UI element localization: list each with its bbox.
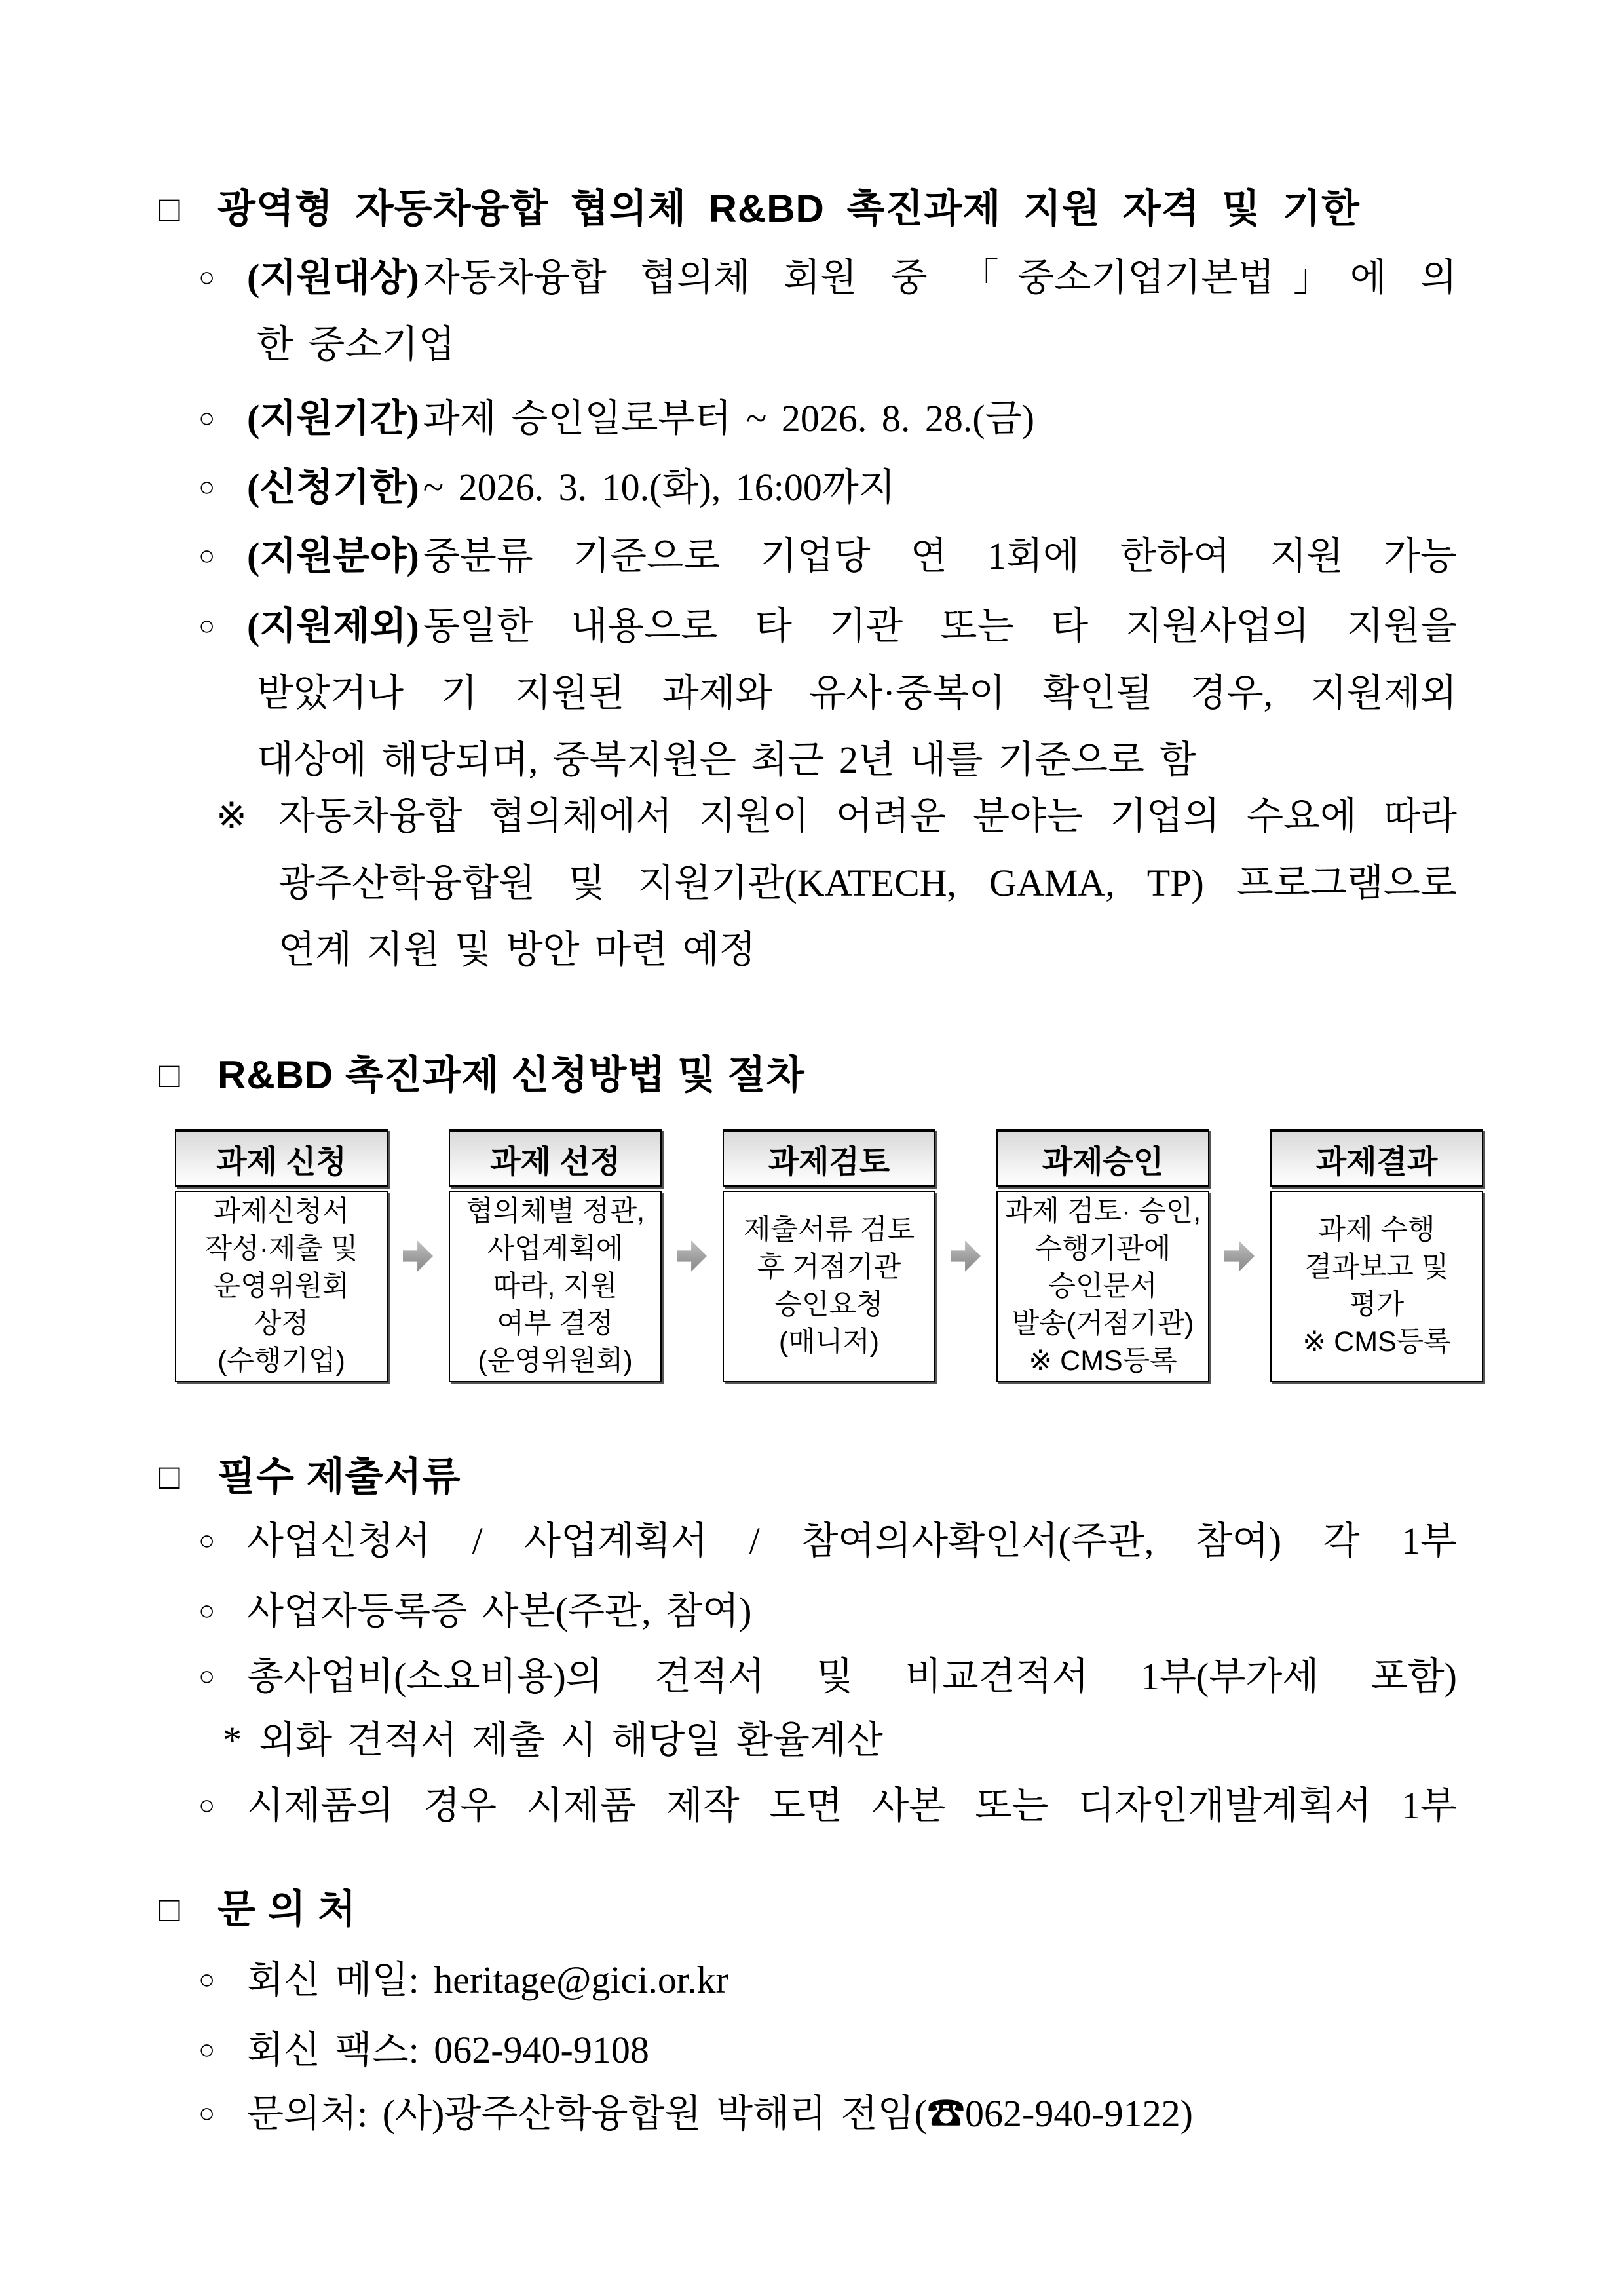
process-flow-diagram: [175, 1129, 1483, 1382]
flow-step-line: (수행기업): [217, 1345, 345, 1377]
flow-step-application: [175, 1129, 388, 1382]
list-item-line: 외화 견적서 제출 시 해당일 환율계산: [259, 1719, 883, 1761]
flow-step-body: [1270, 1191, 1483, 1382]
flow-step-selection: [449, 1129, 662, 1382]
list-item-application-deadline: [198, 454, 1457, 521]
flow-step-body: [996, 1191, 1209, 1382]
bullet-label: (지원기간): [247, 397, 419, 440]
flow-step-line: 제출서류 검토: [743, 1214, 915, 1246]
reference-mark-icon: ※: [216, 796, 247, 837]
list-item-line: [247, 523, 1457, 590]
bullet-text: 중분류 기준으로 기업당 연 1회에 한하여 지원 가능: [423, 535, 1457, 577]
list-item-support-period: [198, 385, 1457, 452]
square-bullet-icon: □: [159, 1056, 181, 1095]
flow-step-line: 과제 수행: [1318, 1214, 1435, 1246]
list-item-line: 대상에 해당되며, 중복지원은 최근 2년 내를 기준으로 함: [257, 738, 1196, 781]
contact-email-text: 회신 메일: heritage@gici.or.kr: [247, 1959, 728, 2001]
section-title-procedure: [159, 1052, 805, 1099]
flow-step-line: ※ CMS등록: [1302, 1326, 1451, 1358]
section-title-text: 문 의 처: [217, 1887, 357, 1931]
list-item-line: 받았거나 기 지원된 과제와 유사·중복이 확인될 경우, 지원제외: [257, 672, 1457, 714]
flow-step-line: 발송(거점기관): [1011, 1307, 1194, 1339]
square-bullet-icon: □: [159, 1890, 181, 1929]
bullet-text: 자동차융합 협의체 회원 중 「중소기업기본법」에 의: [423, 256, 1457, 299]
circle-bullet-icon: ○: [198, 1965, 216, 1995]
list-item-line: 광주산학융합원 및 지원기관(KATECH, GAMA, TP) 프로그램으로: [278, 862, 1457, 904]
list-item-support-exclusion: [198, 593, 1457, 794]
list-item-line: 연계 지원 및 방안 마련 예정: [278, 928, 756, 971]
flow-step-header: 과제검토: [723, 1129, 935, 1187]
section-title-required-documents: [159, 1453, 461, 1501]
bullet-text: 동일한 내용으로 타 기관 또는 타 지원사업의 지원을: [423, 605, 1457, 647]
bullet-text: ~ 2026. 3. 10.(화), 16:00까지: [423, 466, 896, 508]
flow-step-line: 결과보고 및: [1304, 1252, 1449, 1283]
list-item-line: [247, 454, 1457, 521]
section-title-eligibility: [159, 185, 1360, 233]
flow-step-body: [723, 1191, 935, 1382]
flow-step-body: [175, 1191, 388, 1382]
list-item-foreign-currency-note: [223, 1707, 1457, 1774]
flow-step-line: (매니저): [778, 1326, 880, 1358]
circle-bullet-icon: ○: [198, 541, 216, 571]
flow-step-line: 상정: [254, 1307, 309, 1339]
bullet-label: (신청기한): [247, 466, 419, 508]
list-item-line: [247, 385, 1457, 452]
flow-step-body: [449, 1191, 662, 1382]
flow-step-line: 따라, 지원: [493, 1270, 618, 1302]
list-item-support-field: [198, 523, 1457, 590]
flow-step-line: 과제신청서: [213, 1195, 350, 1227]
flow-step-line: 과제 검토· 승인,: [1004, 1195, 1201, 1227]
circle-bullet-icon: ○: [198, 404, 216, 434]
circle-bullet-icon: ○: [198, 1662, 216, 1692]
flow-step-line: 수행기관에: [1034, 1233, 1171, 1265]
flow-step-line: 협의체별 정관,: [465, 1195, 645, 1227]
list-item-contact-person: [198, 2080, 1457, 2147]
list-item-line: 사업자등록증 사본(주관, 참여): [247, 1590, 752, 1632]
list-item-line: 총사업비(소요비용)의 견적서 및 비교견적서 1부(부가세 포함): [247, 1655, 1457, 1698]
list-item-business-registration: [198, 1578, 1457, 1645]
flow-step-line: 후 거점기관: [757, 1252, 901, 1283]
flow-step-line: ※ CMS등록: [1029, 1345, 1177, 1377]
list-item-line: 사업신청서 / 사업계획서 / 참여의사확인서(주관, 참여) 각 1부: [247, 1520, 1457, 1562]
flow-step-result: [1270, 1129, 1483, 1382]
flow-step-header: 과제결과: [1270, 1129, 1483, 1187]
square-bullet-icon: □: [159, 1457, 181, 1497]
flow-step-line: 사업계획에: [487, 1233, 624, 1265]
circle-bullet-icon: ○: [198, 2099, 216, 2129]
list-item-reply-email: [198, 1947, 1457, 2014]
circle-bullet-icon: ○: [198, 1791, 216, 1821]
flow-step-header: 과제 신청: [175, 1129, 388, 1187]
list-item-reply-fax: [198, 2017, 1457, 2084]
flow-step-approval: [996, 1129, 1209, 1382]
circle-bullet-icon: ○: [198, 1526, 216, 1556]
bullet-label: (지원분야): [247, 535, 419, 577]
flow-step-line: 평가: [1349, 1289, 1405, 1320]
list-item-prototype-drawing: [198, 1772, 1457, 1839]
list-item-support-target: [198, 244, 1457, 378]
contact-fax-text: 회신 팩스: 062-940-9108: [247, 2029, 649, 2071]
square-bullet-icon: □: [159, 189, 181, 229]
bullet-text: 과제 승인일로부터 ~ 2026. 8. 28.(금): [423, 397, 1035, 440]
flow-step-line: (운영위원회): [478, 1345, 633, 1377]
list-item-line: 한 중소기업: [257, 323, 455, 366]
flow-step-line: 운영위원회: [213, 1270, 350, 1302]
flow-step-line: 승인요청: [774, 1289, 884, 1320]
list-item-cost-estimate: [198, 1643, 1457, 1710]
contact-person-text: 문의처: (사)광주산학융합원 박해리 전임(☎062-940-9122): [247, 2092, 1193, 2135]
flow-step-line: 여부 결정: [497, 1307, 614, 1339]
circle-bullet-icon: ○: [198, 472, 216, 503]
list-item-application-forms: [198, 1508, 1457, 1575]
list-item-line: [247, 244, 1457, 311]
circle-bullet-icon: ○: [198, 263, 216, 293]
flow-step-header: 과제승인: [996, 1129, 1209, 1187]
flow-step-line: 승인문서: [1048, 1270, 1158, 1302]
list-item-line: 자동차융합 협의체에서 지원이 어려운 분야는 기업의 수요에 따라: [278, 795, 1457, 837]
section-title-text: 광역형 자동차융합 협의체 R&BD 촉진과제 지원 자격 및 기한: [217, 187, 1360, 231]
list-item-line: [247, 593, 1457, 660]
list-item-line: 시제품의 경우 시제품 제작 도면 사본 또는 디자인개발계획서 1부: [247, 1784, 1457, 1827]
circle-bullet-icon: ○: [198, 611, 216, 641]
section-title-text: R&BD 촉진과제 신청방법 및 절차: [217, 1053, 805, 1097]
bullet-label: (지원대상): [247, 256, 419, 299]
bullet-label: (지원제외): [247, 605, 419, 647]
circle-bullet-icon: ○: [198, 1596, 216, 1626]
section-title-text: 필수 제출서류: [217, 1455, 461, 1499]
section-title-contact: [159, 1886, 356, 1933]
flow-step-header: 과제 선정: [449, 1129, 662, 1187]
asterisk-bullet-icon: *: [223, 1719, 242, 1761]
flow-step-line: 작성·제출 및: [204, 1233, 358, 1265]
flow-step-review: [723, 1129, 935, 1382]
list-item-reference-note: [216, 783, 1457, 984]
circle-bullet-icon: ○: [198, 2035, 216, 2065]
